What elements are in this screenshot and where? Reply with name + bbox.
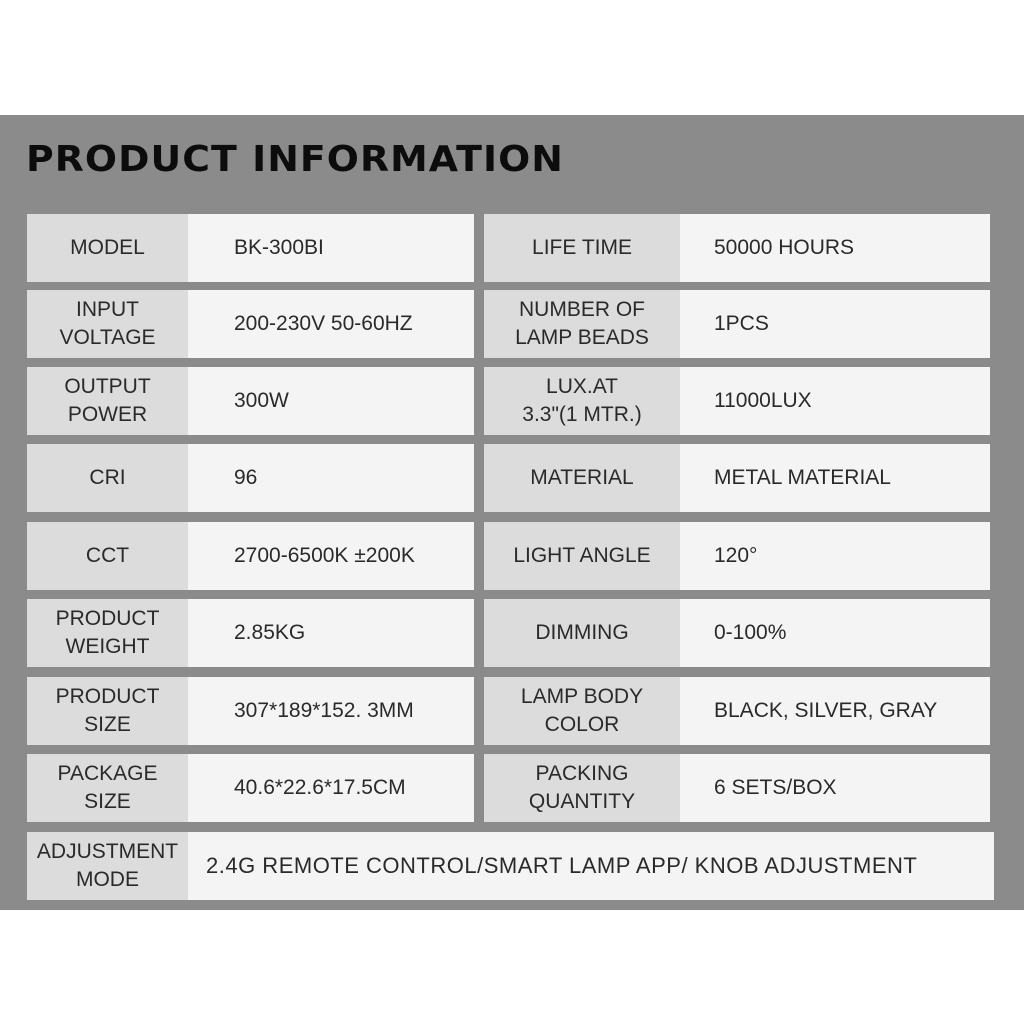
cell-divider xyxy=(474,677,484,745)
spec-label: LAMP BODY COLOR xyxy=(484,677,680,745)
spec-value: 300W xyxy=(188,367,474,435)
table-row xyxy=(27,754,990,822)
spec-label: PRODUCT SIZE xyxy=(27,677,188,745)
spec-label: LIFE TIME xyxy=(484,214,680,282)
cell-divider xyxy=(474,522,484,590)
spec-value: 50000 HOURS xyxy=(680,214,990,282)
cell-divider xyxy=(474,754,484,822)
table-row xyxy=(27,599,990,667)
cell-divider xyxy=(474,599,484,667)
spec-label: LIGHT ANGLE xyxy=(484,522,680,590)
spec-value: 0-100% xyxy=(680,599,990,667)
table-row xyxy=(27,444,990,512)
spec-label: MATERIAL xyxy=(484,444,680,512)
table-row xyxy=(27,367,990,435)
spec-label: PRODUCT WEIGHT xyxy=(27,599,188,667)
spec-value: 2.85KG xyxy=(188,599,474,667)
table-row xyxy=(27,214,990,282)
spec-label: DIMMING xyxy=(484,599,680,667)
spec-value: 11000LUX xyxy=(680,367,990,435)
spec-label: PACKING QUANTITY xyxy=(484,754,680,822)
spec-value: 307*189*152. 3MM xyxy=(188,677,474,745)
spec-value: METAL MATERIAL xyxy=(680,444,990,512)
spec-value: 120° xyxy=(680,522,990,590)
spec-label: LUX.AT 3.3"(1 MTR.) xyxy=(484,367,680,435)
spec-label: OUTPUT POWER xyxy=(27,367,188,435)
spec-value: 6 SETS/BOX xyxy=(680,754,990,822)
table-row xyxy=(27,522,990,590)
spec-label: PACKAGE SIZE xyxy=(27,754,188,822)
spec-label: NUMBER OF LAMP BEADS xyxy=(484,290,680,358)
spec-label: MODEL xyxy=(27,214,188,282)
spec-value: 200-230V 50-60HZ xyxy=(188,290,474,358)
table-row xyxy=(27,677,990,745)
adjustment-value: 2.4G REMOTE CONTROL/SMART LAMP APP/ KNOB ADJUSTMENT xyxy=(188,832,994,900)
spec-label: INPUT VOLTAGE xyxy=(27,290,188,358)
page-title: PRODUCT INFORMATION xyxy=(26,139,564,180)
adjustment-row xyxy=(27,832,994,900)
cell-divider xyxy=(474,444,484,512)
spec-value: 1PCS xyxy=(680,290,990,358)
spec-value: BK-300BI xyxy=(188,214,474,282)
spec-value: 40.6*22.6*17.5CM xyxy=(188,754,474,822)
spec-value: BLACK, SILVER, GRAY xyxy=(680,677,990,745)
spec-value: 2700-6500K ±200K xyxy=(188,522,474,590)
spec-value: 96 xyxy=(188,444,474,512)
adjustment-label: ADJUSTMENT MODE xyxy=(27,832,188,900)
cell-divider xyxy=(474,367,484,435)
spec-label: CRI xyxy=(27,444,188,512)
spec-label: CCT xyxy=(27,522,188,590)
cell-divider xyxy=(474,290,484,358)
cell-divider xyxy=(474,214,484,282)
table-row xyxy=(27,290,990,358)
